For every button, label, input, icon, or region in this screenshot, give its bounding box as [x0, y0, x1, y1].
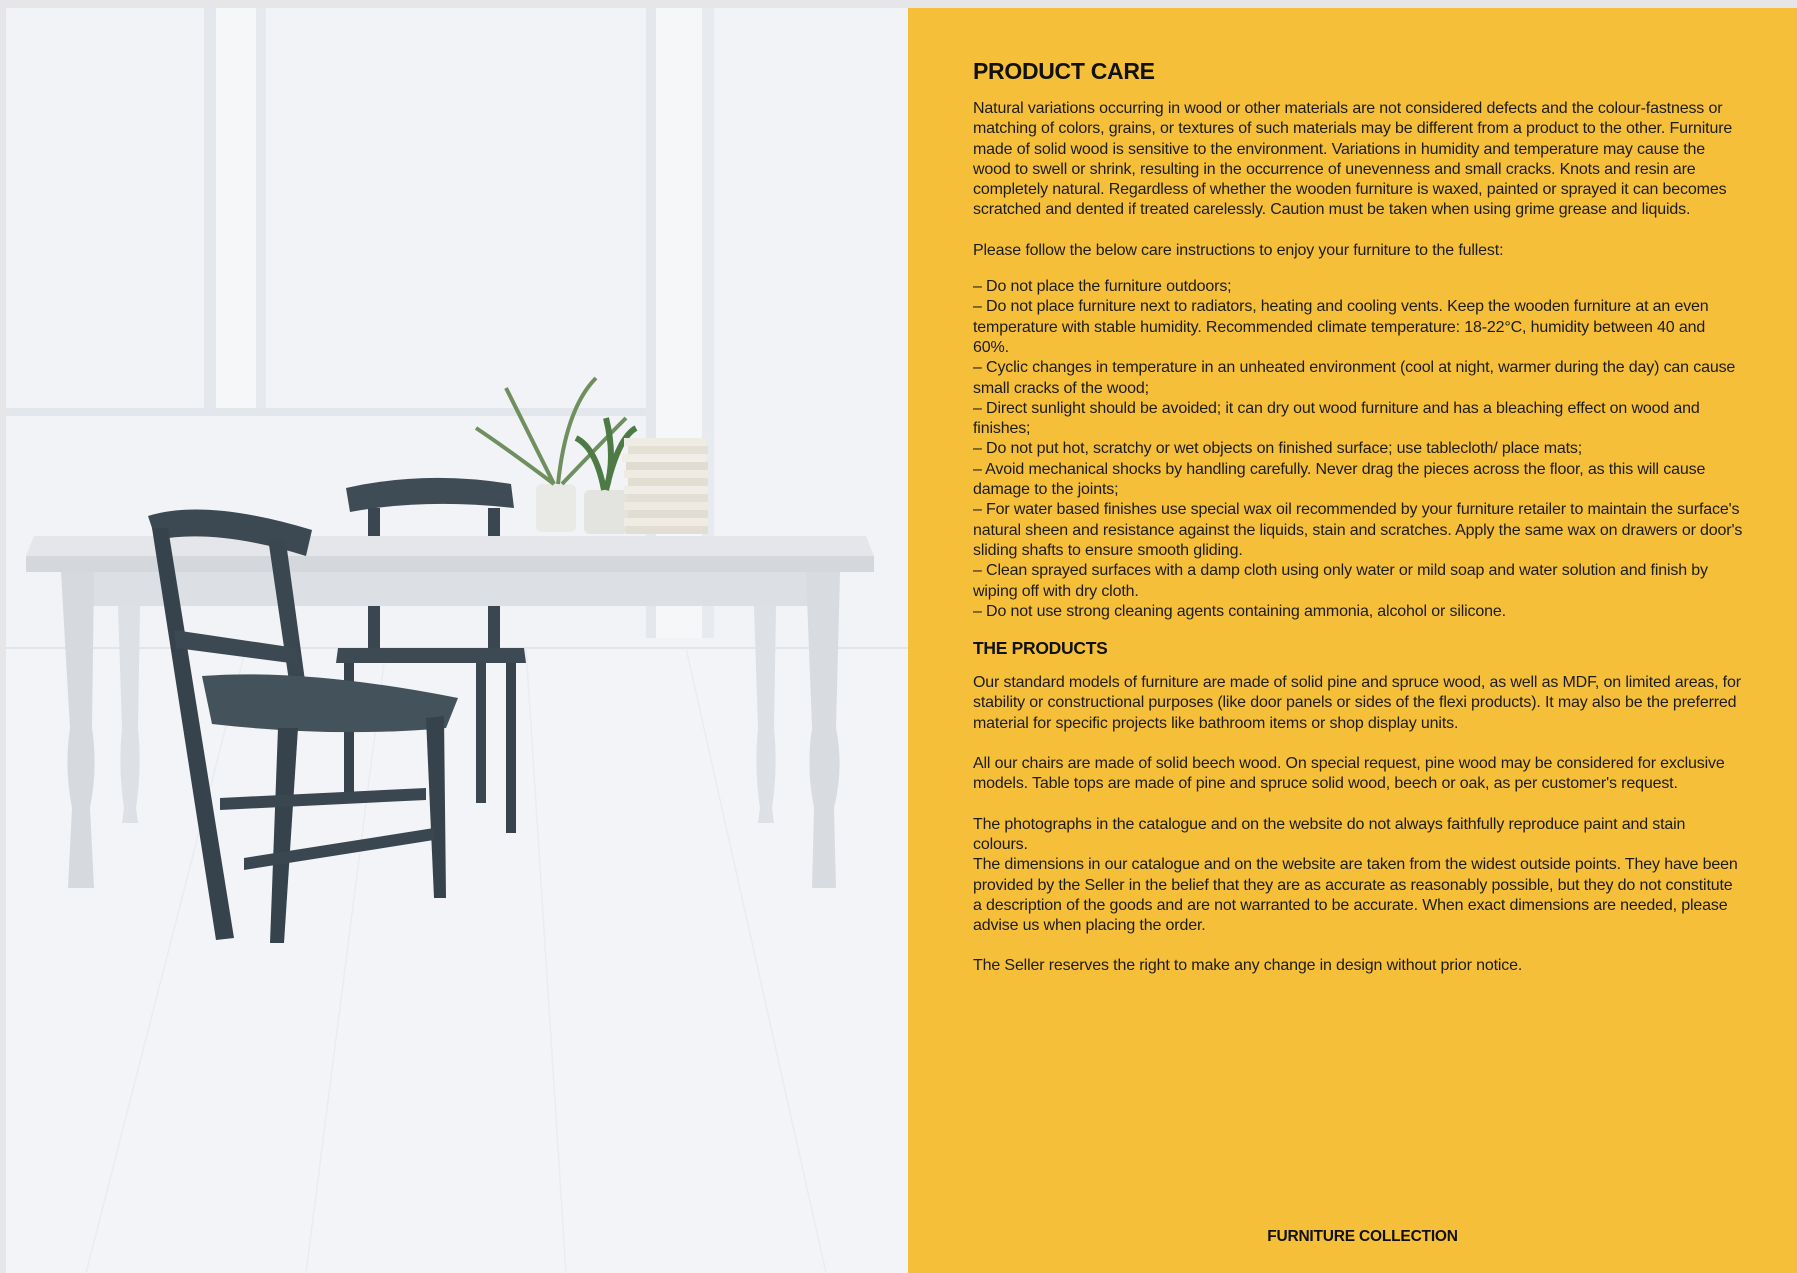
care-instruction: – Clean sprayed surfaces with a damp cloth using only water or mild soap and water solution and finish by wiping off with dry cloth. — [973, 562, 1708, 600]
footer-label: FURNITURE COLLECTION — [1267, 1228, 1458, 1245]
care-instruction: – Do not use strong cleaning agents containing ammonia, alcohol or silicone. — [973, 602, 1506, 620]
care-instruction: – For water based finishes use special wax oil recommended by your furniture retailer to maintain the surface's natural sheen and resistance against the liquids, stain and scratches. Apply the same wax on drawers or door's sliding shafts to ensure smooth gliding. — [973, 501, 1743, 559]
product-care-intro: Natural variations occurring in wood or other materials are not considered defects and the colour-fastness or matching of colors, grains, or textures of such materials may be different from a product to the other. Furniture made of solid wood is sensitive to the environment. Variations in humidity and temperature may cause the wood to swell or shrink, resulting in the occurrence of unevenness and small cracks. Knots and resin are completely natural. Regardless of whether the wooden furniture is waxed, painted or sprayed it can becomes scratched and dented if treated carelessly. Caution must be taken when using grime grease and liquids. — [973, 100, 1733, 219]
text-content — [973, 58, 1743, 977]
products-paragraph-design-changes: The Seller reserves the right to make any change in design without prior notice. — [973, 957, 1523, 975]
care-instruction: – Avoid mechanical shocks by handling carefully. Never drag the pieces across the floor, as this will cause damage to the joints; — [973, 460, 1706, 499]
product-photo — [6, 8, 908, 1273]
catalogue-spread — [6, 8, 1797, 1273]
care-instruction: – Cyclic changes in temperature in an unheated environment (cool at night, warmer during the day) can cause small cracks of the wood; — [973, 359, 1736, 397]
products-paragraph-chairs: All our chairs are made of solid beech wood. On special request, pine wood may be considered for exclusive models. Table tops are made of pine and spruce solid wood, beech or oak, as per customer's request. — [973, 755, 1725, 793]
product-care-heading: PRODUCT CARE — [973, 58, 1155, 84]
products-paragraph-materials: Our standard models of furniture are made of solid pine and spruce wood, as well as MDF, on limited areas, for stability or constructional purposes (like door panels or sides of the flexi products). It may also be the preferred material for specific projects like bathroom items or shop display units. — [973, 674, 1741, 732]
care-instruction: – Do not place furniture next to radiators, heating and cooling vents. Keep the wooden furniture at an even temperature with stable humidity. Recommended climate temperature: 18-22°C, humidity between 40 and 60%. — [973, 298, 1709, 356]
the-products-heading: THE PRODUCTS — [973, 638, 1108, 659]
care-instructions-list — [973, 277, 1743, 622]
care-instruction: – Do not put hot, scratchy or wet objects on finished surface; use tablecloth/ place mats; — [973, 440, 1583, 458]
care-instruction: – Direct sunlight should be avoided; it can dry out wood furniture and has a bleaching effect on wood and finishes; — [973, 399, 1700, 438]
text-panel — [908, 8, 1797, 1273]
care-instruction: – Do not place the furniture outdoors; — [973, 278, 1232, 296]
products-paragraph-dimensions: The dimensions in our catalogue and on the website are taken from the widest outside points. They have been provided by the Seller in the belief that they are as accurate as reasonably possible, but they do not constitute a description of the goods and are not warranted to be accurate. When exact dimensions are needed, please advise us when placing the order. — [973, 856, 1738, 935]
products-paragraph-photographs: The photographs in the catalogue and on the website do not always faithfully reproduce paint and stain colours. — [973, 815, 1686, 853]
care-follow-text: Please follow the below care instructions to enjoy your furniture to the fullest: — [973, 241, 1504, 259]
photo-table-chairs — [6, 8, 908, 1273]
